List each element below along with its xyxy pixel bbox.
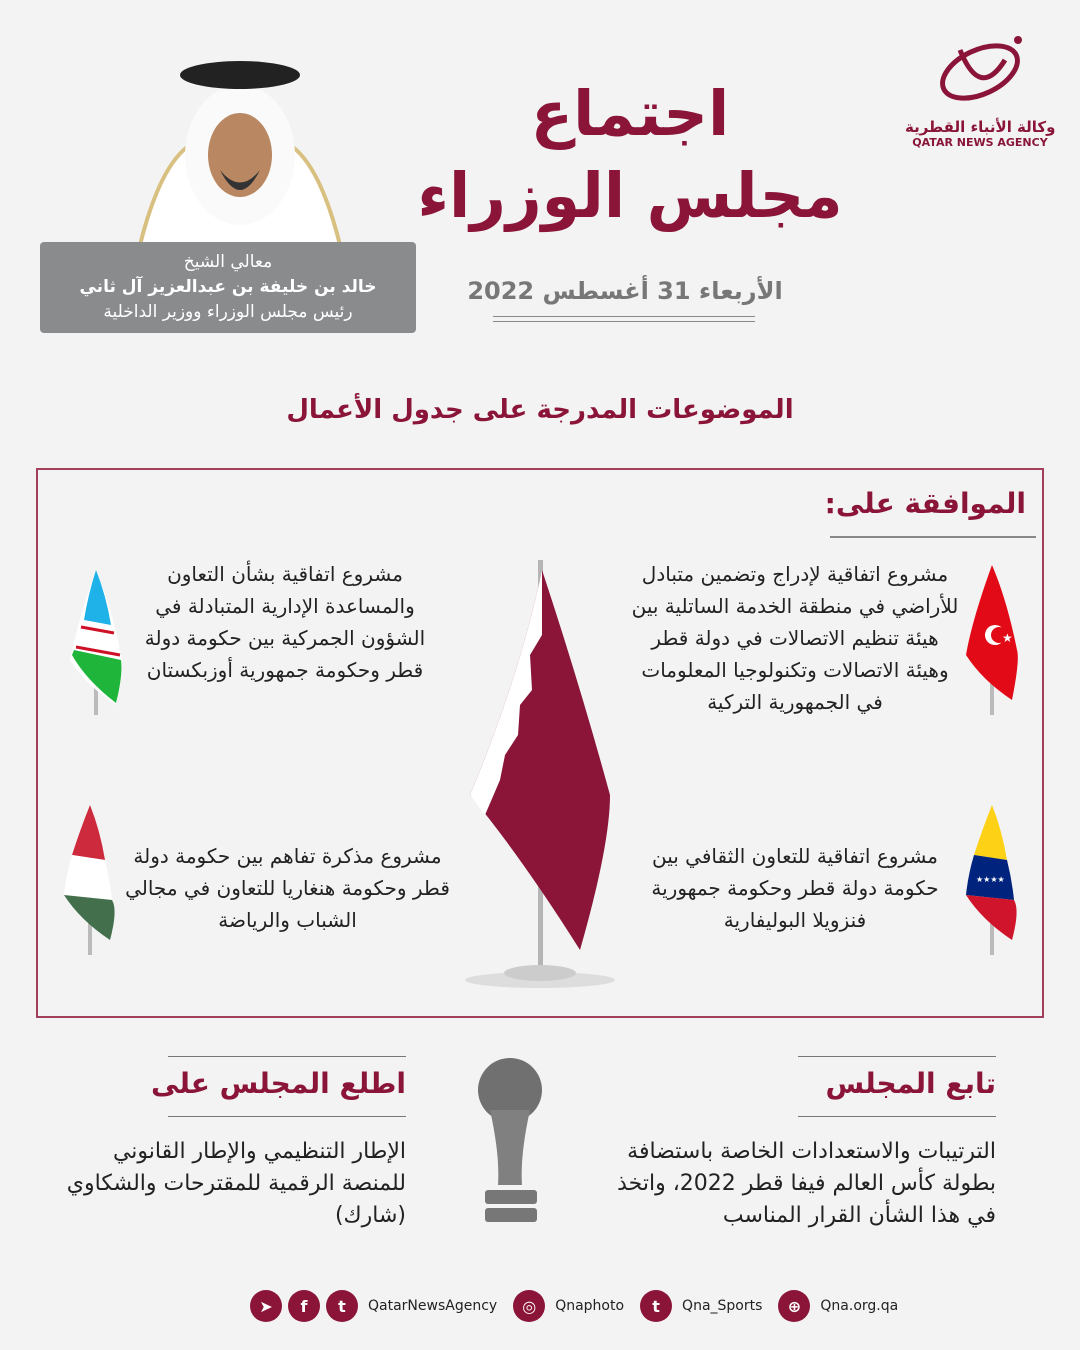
meeting-date [440,276,810,306]
divider [798,1056,996,1057]
divider [168,1116,406,1117]
title-line1 [380,76,880,152]
facebook-icon[interactable]: f [288,1290,320,1322]
uzbekistan-flag-icon [66,565,126,710]
logo-english: QATAR NEWS AGENCY [912,136,1048,149]
title-line2 [370,156,890,236]
followed-text: الترتيبات والاستعدادات الخاصة باستضافة بطولة كأس العالم فيفا قطر 2022، واتخذ في هذا الشأن القرار المناسب [617,1139,996,1228]
person-name: خالد بن خليفة بن عبدالعزيز آل ثاني [79,277,377,297]
approval-item-hungary: مشروع مذكرة تفاهم بين حكومة دولة قطر وحكومة هنغاريا للتعاون في مجالي الشباب والرياضة [125,844,450,932]
globe-icon[interactable]: ⊕ [778,1290,810,1322]
date-divider [493,316,755,317]
svg-text:★★★★: ★★★★ [976,875,1005,884]
world-cup-trophy-icon [470,1055,550,1230]
date-divider [493,321,755,322]
approval-underline [830,536,1036,538]
svg-text:★: ★ [1002,631,1013,645]
instagram-icon[interactable]: ◎ [513,1290,545,1322]
twitter-icon[interactable]: t [640,1290,672,1322]
social-handle-sports[interactable]: Qna_Sports [682,1298,763,1314]
approval-item-uzbekistan: مشروع اتفاقية بشأن التعاون والمساعدة الإدارية المتبادلة في الشؤون الجمركية بين حكومة دولة قطر وحكومة جمهورية أوزبكستان [144,562,426,682]
reviewed-text: الإطار التنظيمي والإطار القانوني للمنصة الرقمية للمقترحات والشكاوي (شارك) [66,1139,406,1228]
social-handle-instagram[interactable]: Qnaphoto [555,1298,625,1314]
telegram-icon[interactable]: ➤ [250,1290,282,1322]
agenda-title [150,393,930,427]
qatar-flag-icon [460,555,650,995]
approval-item-venezuela: مشروع اتفاقية للتعاون الثقافي بين حكومة دولة قطر وحكومة جمهورية فنزويلا البوليفارية [651,844,939,932]
followed-heading: تابع المجلس [825,1067,996,1100]
person-honorific: معالي الشيخ [183,252,273,272]
person-role: رئيس مجلس الوزراء ووزير الداخلية [103,302,353,322]
qna-logo [905,30,1055,149]
social-footer [250,1290,908,1322]
person-caption [40,242,416,333]
approval-heading: الموافقة على: [760,484,1040,524]
venezuela-flag-icon [962,800,1022,945]
website-link[interactable]: Qna.org.qa [820,1298,899,1314]
portrait-image [120,45,360,245]
approval-item-turkey: مشروع اتفاقية لإدراج وتضمين متبادل للأراضي في منطقة الخدمة الساتلية بين هيئة تنظيم الاتصالات في دولة قطر وهيئة الاتصالات وتكنولوجيا المعلومات في الجمهورية التركية [631,562,959,714]
turkey-flag-icon [962,560,1022,705]
reviewed-heading: اطلع المجلس على [151,1067,406,1100]
hungary-flag-icon [60,800,120,945]
meeting-date-text: الأربعاء 31 أغسطس 2022 [467,277,783,305]
divider [168,1056,406,1057]
social-handle-main[interactable]: QatarNewsAgency [368,1298,498,1314]
twitter-icon[interactable]: t [326,1290,358,1322]
qna-emblem-icon [930,30,1030,110]
divider [798,1116,996,1117]
title-line1-text: اجتماع [530,77,730,150]
logo-arabic: وكالة الأنباء القطرية [905,118,1056,136]
title-line2-text: مجلس الوزراء [417,159,843,232]
agenda-title-text: الموضوعات المدرجة على جدول الأعمال [286,395,794,425]
